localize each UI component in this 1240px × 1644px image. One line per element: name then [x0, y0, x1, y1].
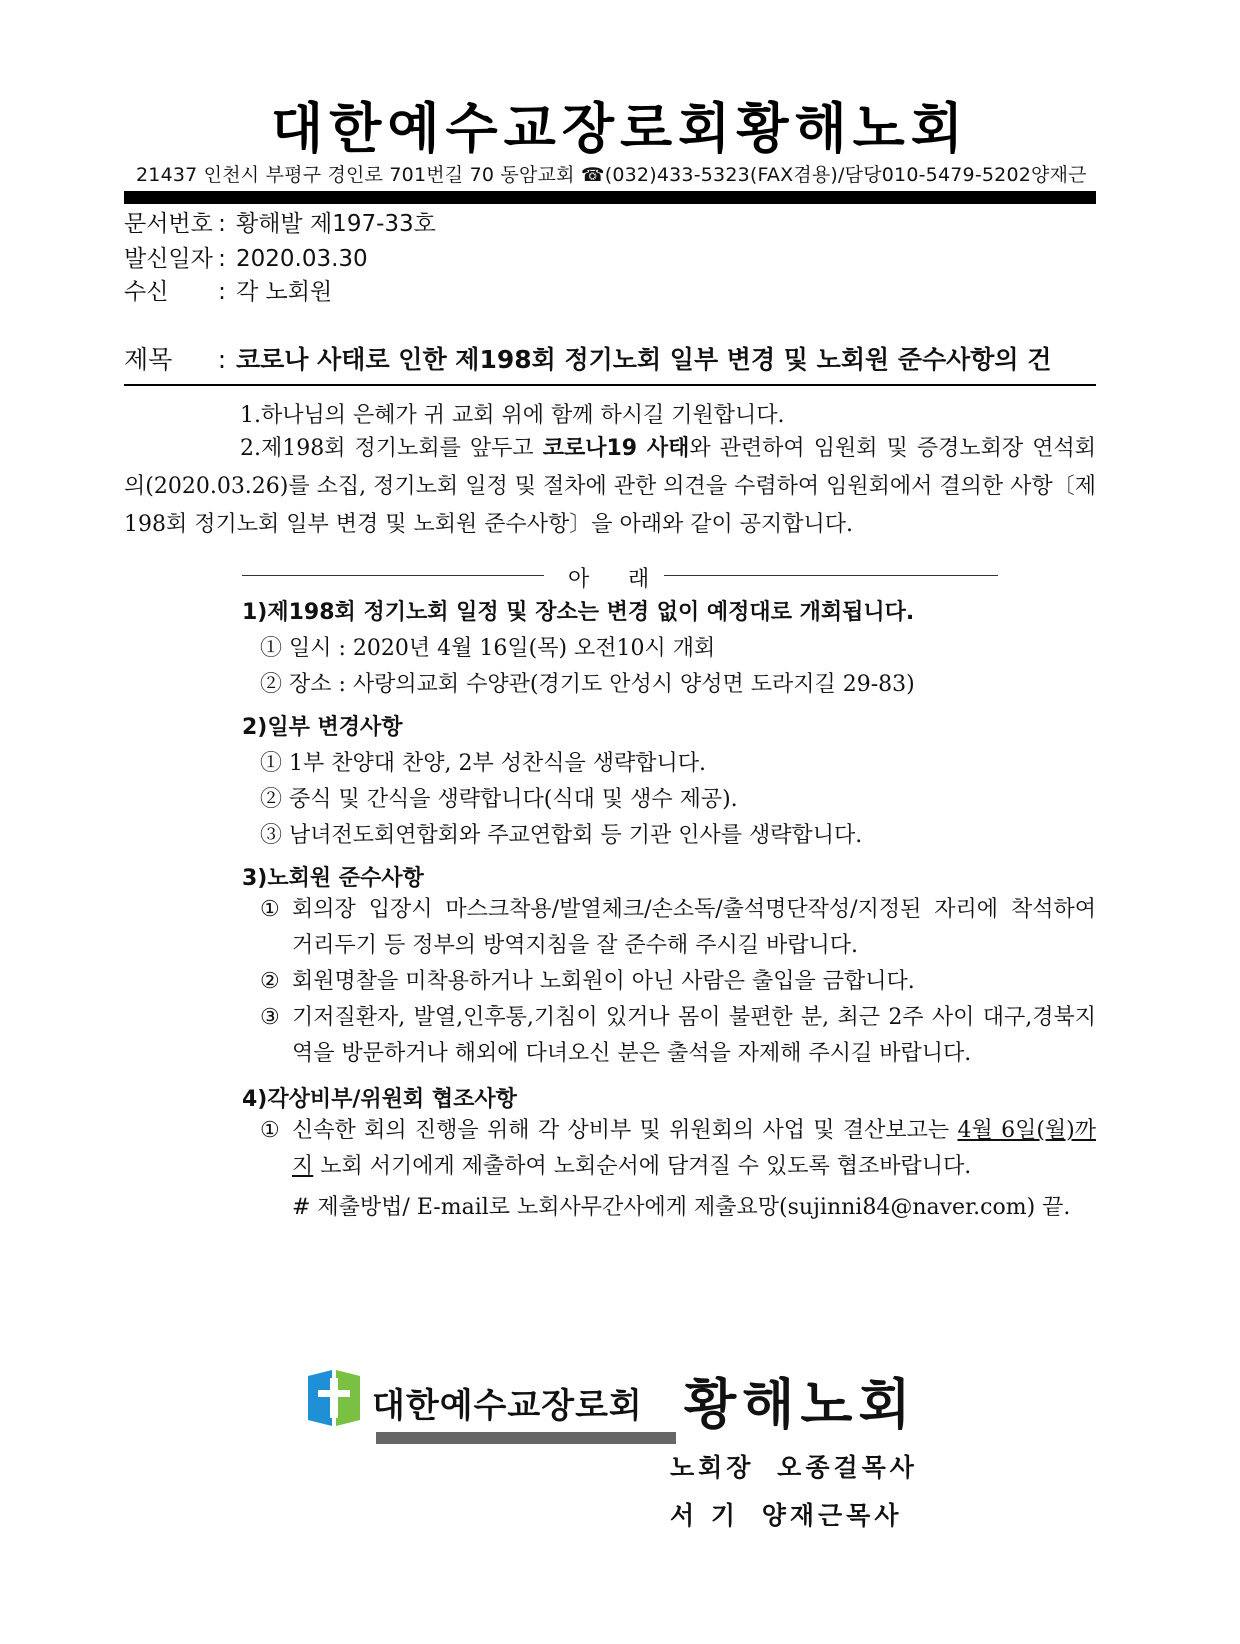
- recipient-value: 각 노회원: [236, 279, 333, 305]
- signature-name: 오종걸목사: [777, 1453, 918, 1482]
- separator: :: [217, 345, 227, 374]
- item-text: 회원명찰을 미착용하거나 노회원이 아닌 사람은 출입을 금합니다.: [292, 969, 915, 994]
- section-3-heading: 3)노회원 준수사항: [242, 866, 424, 891]
- paragraph-2-rest: 와 관련하여 임원회 및 증경노회장 연석회의(2020.03.26)를 소집, 정기노회 일정 및 절차에 관한 의견을 수렴하여 임원회에서 결의한 사항〔제198회 정기노회 일부 변경 및 노회원 준수사항〕을 아래와 같이 공지합니다.: [124, 436, 1096, 537]
- section-4-item: [260, 1113, 1096, 1185]
- recipient-row: [124, 273, 332, 306]
- section-3-item: [260, 964, 1096, 1000]
- item-text: 기저질환자, 발열,인후통,기침이 있거나 몸이 불편한 분, 최근 2주 사이 대구,경북지역을 방문하거나 해외에 다녀오신 분은 출석을 자제해 주시길 바랍니다.: [292, 1005, 1096, 1066]
- item-text: [292, 1113, 1096, 1185]
- item-number: ③: [260, 1005, 280, 1030]
- address-line: 21437 인천시 부평구 경인로 701번길 70 동암교회 ☎(032)433-5323(FAX겸용)/담당010-5479-5202양재근: [136, 164, 1087, 186]
- section-3-item: [260, 1000, 1096, 1072]
- section-2-item: ② 중식 및 간식을 생략합니다(식대 및 생수 제공).: [260, 787, 738, 812]
- section-2-item: ① 1부 찬양대 찬양, 2부 성찬식을 생략합니다.: [260, 751, 706, 776]
- paragraph-2-emphasis: 코로나19 사태: [542, 436, 690, 461]
- item-text-start: 신속한 회의 진행을 위해 각 상비부 및 위원회의 사업 및 결산보고는: [292, 1118, 958, 1143]
- section-1-item: ② 장소 : 사랑의교회 수양관(경기도 안성시 양성면 도라지길 29-83): [260, 672, 915, 697]
- header-divider: [124, 191, 1096, 204]
- section-1-item: ① 일시 : 2020년 4월 16일(목) 오전10시 개회: [260, 636, 716, 661]
- separator: :: [218, 246, 226, 272]
- logo-underline-bar: [376, 1432, 676, 1444]
- document-number-value: 황해발 제197-33호: [236, 211, 436, 237]
- dash-line-right: [664, 575, 998, 576]
- subject-value: 코로나 사태로 인한 제198회 정기노회 일부 변경 및 노회원 준수사항의 건: [236, 345, 1052, 374]
- submission-note: # 제출방법/ E-mail로 노회사무간사에게 제출요망(sujinni84@naver.com) 끝.: [292, 1195, 1071, 1220]
- document-number-row: [124, 205, 436, 238]
- signature-role: 노회장: [670, 1453, 755, 1482]
- organization-title: 대한예수교장로회황해노회: [271, 97, 969, 160]
- logo-presbytery-name: 황해노회: [684, 1373, 917, 1436]
- item-number: ①: [260, 1118, 280, 1143]
- paragraph-1: 1.하나님의 은혜가 귀 교회 위에 함께 하시길 기원합니다.: [240, 403, 785, 428]
- section-3-item: [260, 892, 1096, 964]
- below-divider: [242, 562, 998, 592]
- subject-row: [124, 340, 1051, 376]
- below-label-left: 아: [568, 567, 590, 592]
- signature-role: 서 기: [670, 1501, 740, 1530]
- logo-org-text: 대한예수교장로회: [372, 1386, 643, 1426]
- item-number: ②: [260, 969, 280, 994]
- recipient-label: 수신: [124, 279, 169, 305]
- paragraph-2: [124, 430, 1096, 544]
- section-2-item: ③ 남녀전도회연합회와 주교연합회 등 기관 인사를 생략합니다.: [260, 823, 863, 848]
- cross-logo-icon: [308, 1370, 360, 1426]
- send-date-value: 2020.03.30: [236, 246, 368, 272]
- item-text: 회의장 입장시 마스크착용/발열체크/손소독/출석명단작성/지정된 자리에 착석하여 거리두기 등 정부의 방역지침을 잘 준수해 주시길 바랍니다.: [292, 897, 1096, 958]
- section-4-heading: 4)각상비부/위원회 협조사항: [242, 1087, 517, 1112]
- separator: :: [218, 211, 226, 237]
- document-number-label: 문서번호: [124, 211, 213, 237]
- subject-divider: [124, 384, 1096, 386]
- send-date-label: 발신일자: [124, 246, 213, 272]
- signature-clerk: [670, 1496, 903, 1532]
- section-1-heading: 1)제198회 정기노회 일정 및 장소는 변경 없이 예정대로 개회됩니다.: [242, 600, 915, 625]
- deadline-underlined: 4월 6일(월)까지: [292, 1118, 1096, 1179]
- item-text-rest: 노회 서기에게 제출하여 노회순서에 담겨질 수 있도록 협조바랍니다.: [313, 1154, 972, 1179]
- paragraph-2-start: 2.제198회 정기노회를 앞두고: [240, 436, 543, 461]
- section-2-heading: 2)일부 변경사항: [242, 715, 403, 740]
- dash-line-left: [242, 575, 544, 576]
- item-number: ①: [260, 897, 280, 922]
- signature-moderator: [670, 1448, 918, 1484]
- send-date-row: [124, 240, 368, 273]
- subject-label: 제목: [124, 345, 173, 374]
- separator: :: [218, 279, 226, 305]
- signature-name: 양재근목사: [761, 1501, 903, 1530]
- below-label-right: 래: [628, 567, 650, 592]
